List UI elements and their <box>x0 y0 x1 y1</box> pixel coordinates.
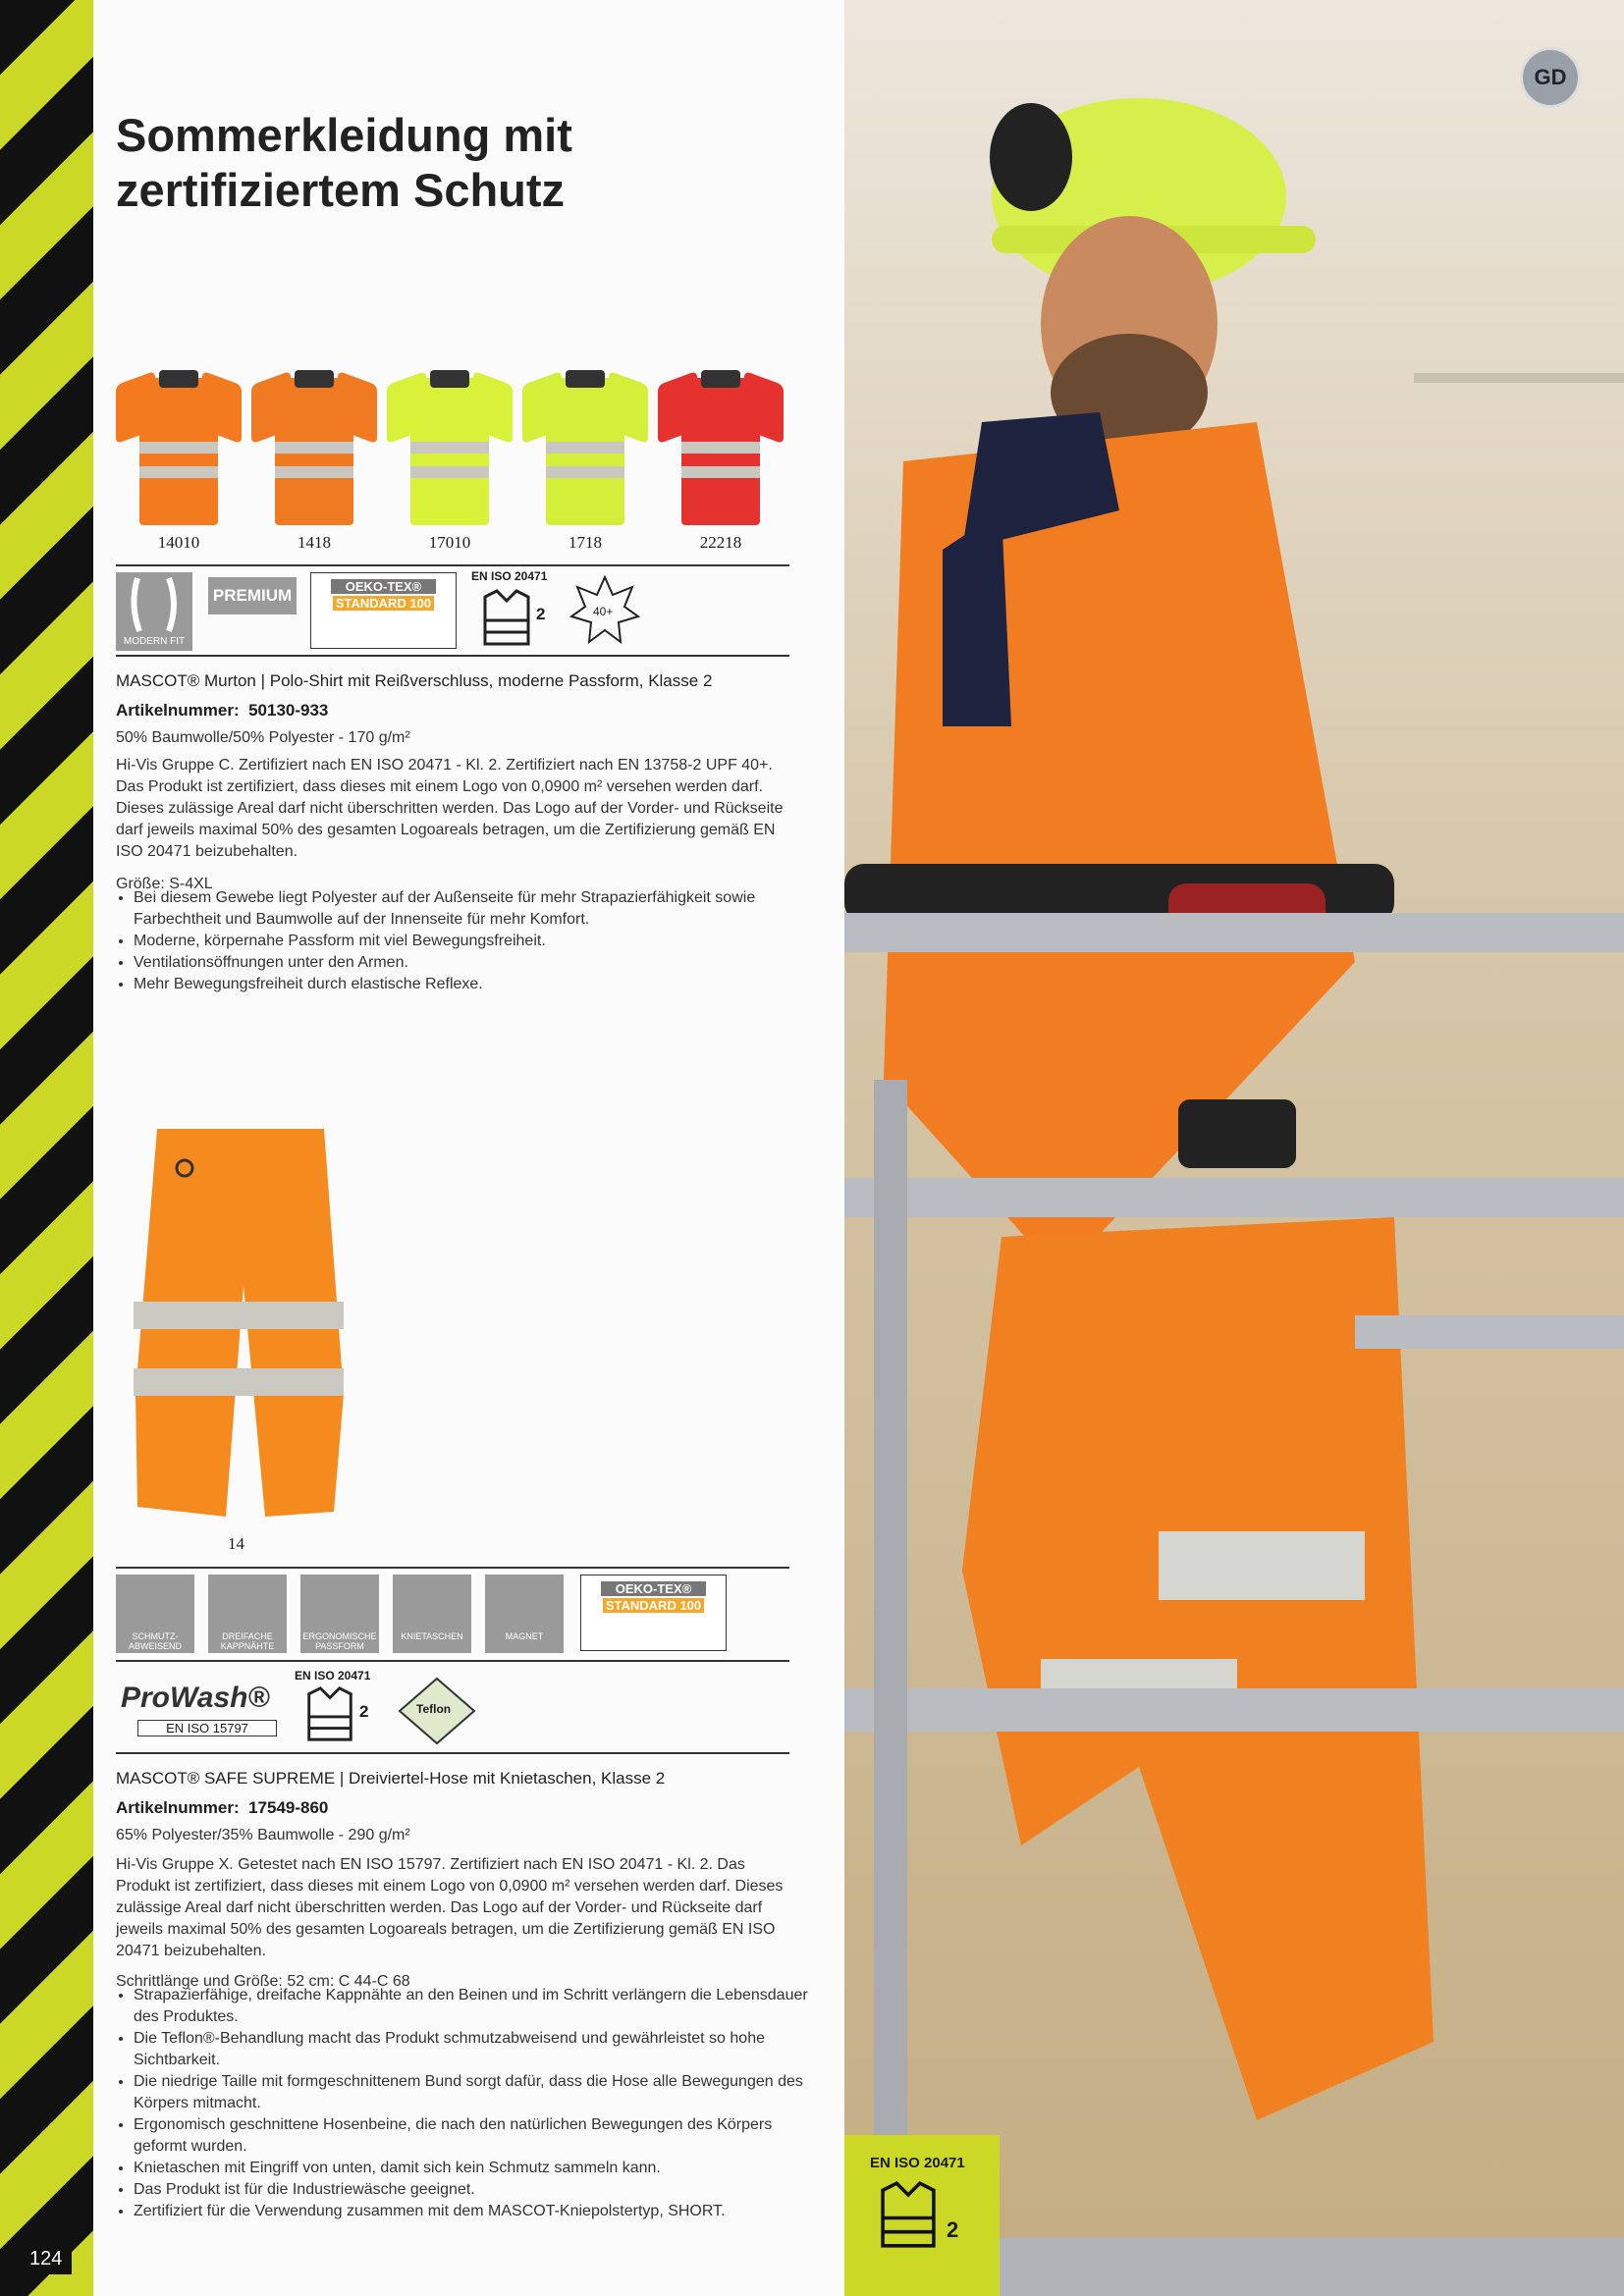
product2-material: 65% Polyester/35% Baumwolle - 290 g/m² <box>116 1827 410 1843</box>
iso-20471-label: EN ISO 20471 <box>471 569 548 583</box>
feature-icon-label: KNIETASCHEN <box>401 1631 463 1641</box>
product2-title: MASCOT® SAFE SUPREME | Dreiviertel-Hose mit Knietaschen, Klasse 2 <box>116 1769 666 1788</box>
product1-material: 50% Baumwolle/50% Polyester - 170 g/m² <box>116 729 410 746</box>
title-line-1: Sommerkleidung mit <box>116 109 572 161</box>
feature-bullet: • Das Produkt ist für die Industriewäsche geeignet. <box>134 2179 811 2201</box>
badge-iso-label: EN ISO 20471 <box>870 2155 965 2171</box>
three-quarter-pants-image <box>128 1119 353 1531</box>
upf-value: 40+ <box>593 605 614 618</box>
product2-article <box>116 1798 328 1818</box>
product1-article <box>116 701 328 721</box>
oeko-tex-title: OEKO-TEX® <box>331 579 436 594</box>
shirt-code: 14010 <box>157 533 200 552</box>
product2-sizes: Schrittlänge und Größe: 52 cm: C 44-C 68 <box>116 1973 410 1990</box>
feature-bullet: • Strapazierfähige, dreifache Kappnähte an den Beinen und im Schritt verlängern die Lebensdauer des Produktes. <box>134 1985 811 2028</box>
feature-bullet: • Knietaschen mit Eingriff von unten, damit sich kein Schmutz sammeln kann. <box>134 2158 811 2179</box>
article-number: 50130-933 <box>248 701 329 720</box>
badge-class: 2 <box>947 2217 959 2242</box>
hazard-stripe <box>0 0 93 2296</box>
shirt-code: 17010 <box>428 533 471 552</box>
worker-illustration <box>844 0 1624 2296</box>
premium-icon: PREMIUM <box>208 577 297 614</box>
oeko-tex-standard: STANDARD 100 <box>603 1598 704 1613</box>
shirt-variant <box>658 348 784 552</box>
shirt-code: 1718 <box>568 533 602 552</box>
shirt-color-variants <box>116 348 793 555</box>
product1-features <box>116 887 811 995</box>
prowash-logo: ProWash® <box>121 1682 270 1714</box>
feature-icon-i2 <box>208 1575 287 1653</box>
shirt-variant <box>251 348 377 552</box>
iso-20471-label: EN ISO 20471 <box>295 1669 371 1682</box>
page-title <box>116 108 705 218</box>
divider <box>116 1567 789 1569</box>
article-label: Artikelnummer: <box>116 701 240 720</box>
teflon-label: Teflon <box>416 1702 452 1716</box>
hivis-vest-icon <box>876 2178 941 2251</box>
feature-icon-label: ERGONOMISCHE PASSFORM <box>302 1631 377 1651</box>
shirt-variant <box>522 348 648 552</box>
feature-icon-i1 <box>116 1575 194 1653</box>
title-line-2: zertifiziertem Schutz <box>116 164 566 216</box>
product1-title: MASCOT® Murton | Polo-Shirt mit Reißverschluss, moderne Passform, Klasse 2 <box>116 671 713 690</box>
article-label: Artikelnummer: <box>116 1798 240 1817</box>
page-number: 124 <box>20 2244 72 2274</box>
shirt-variant <box>387 348 513 552</box>
oeko-tex-title: OEKO-TEX® <box>601 1581 706 1596</box>
shirt-variant <box>116 348 242 552</box>
feature-bullet: • Bei diesem Gewebe liegt Polyester auf der Außenseite für mehr Strapazierfähigkeit sowie Farbechtheit und Baumwolle auf der Innenseite für mehr Komfort. <box>134 887 811 931</box>
product2-description: Hi-Vis Gruppe X. Getestet nach EN ISO 15797. Zertifiziert nach EN ISO 20471 - Kl. 2. Das Produkt ist zertifiziert, dass dieses mit einem Logo von 0,0900 m² versehen werden darf. Dieses zulässige Areal darf nicht überschritten werden. Das Logo auf der Vorder- und Rückseite darf jeweils maximal 50% des gesamten Logoareals betragen, um die Zertifizierung gemäß EN ISO 20471 beizubehalten. <box>116 1856 784 1959</box>
iso-class: 2 <box>359 1702 369 1721</box>
pants-color-code: 14 <box>228 1534 244 1553</box>
product2-features <box>116 1985 811 2222</box>
modern-fit-icon <box>116 572 192 651</box>
oeko-tex-icon <box>310 572 457 649</box>
feature-icon-label: MAGNET <box>505 1631 544 1641</box>
iso-class: 2 <box>536 605 546 623</box>
divider <box>116 1752 789 1754</box>
worker-photo <box>844 0 1624 2296</box>
feature-icon-label: SCHMUTZ-ABWEISEND <box>128 1631 182 1651</box>
article-number: 17549-860 <box>248 1798 329 1817</box>
feature-bullet: • Die niedrige Taille mit formgeschnittenem Bund sorgt dafür, dass die Hose alle Bewegungen des Körpers mitmacht. <box>134 2071 811 2114</box>
modern-fit-label: MODERN FIT <box>123 636 186 647</box>
feature-bullet: • Mehr Bewegungsfreiheit durch elastische Reflexe. <box>134 974 811 995</box>
prowash-standard: EN ISO 15797 <box>137 1720 277 1736</box>
feature-bullet: • Ergonomisch geschnittene Hosenbeine, die nach den natürlichen Bewegungen des Körpers geformt wurden. <box>134 2114 811 2158</box>
hivis-vest-icon <box>302 1684 357 1743</box>
oeko-tex-standard: STANDARD 100 <box>333 596 434 611</box>
feature-icon-label: DREIFACHE KAPPNÄHTE <box>220 1631 275 1651</box>
feature-icon-i4 <box>393 1575 471 1653</box>
feature-bullet: • Zertifiziert für die Verwendung zusammen mit dem MASCOT-Kniepolstertyp, SHORT. <box>134 2201 811 2222</box>
gd-brand-logo: GD <box>1520 47 1581 108</box>
divider <box>116 564 789 566</box>
shirt-code: 22218 <box>699 533 742 552</box>
shirt-code: 1418 <box>298 533 331 552</box>
feature-bullet: • Ventilationsöffnungen unter den Armen. <box>134 952 811 974</box>
feature-bullet: • Moderne, körpernahe Passform mit viel Bewegungsfreiheit. <box>134 931 811 952</box>
feature-icon-i3 <box>300 1575 379 1653</box>
feature-bullet: • Die Teflon®-Behandlung macht das Produkt schmutzabweisend und gewährleistet so hohe Sichtbarkeit. <box>134 2028 811 2071</box>
oeko-tex-icon <box>580 1575 727 1651</box>
product1-sizes: Größe: S-4XL <box>116 876 213 892</box>
product1-description: Hi-Vis Gruppe C. Zertifiziert nach EN ISO 20471 - Kl. 2. Zertifiziert nach EN 13758-2 UPF 40+. Das Produkt ist zertifiziert, dass dieses mit einem Logo von 0,0900 m² versehen werden darf. Dieses zulässige Areal darf nicht überschritten werden. Das Logo auf der Vorder- und Rückseite darf jeweils maximal 50% des gesamten Logoareals betragen, um die Zertifizierung gemäß EN ISO 20471 beizubehalten. <box>116 757 784 860</box>
hivis-vest-icon <box>479 587 534 648</box>
feature-icon-i5 <box>485 1575 564 1653</box>
divider <box>116 1660 789 1662</box>
iso-20471-badge <box>844 2135 1000 2296</box>
divider <box>116 655 789 657</box>
